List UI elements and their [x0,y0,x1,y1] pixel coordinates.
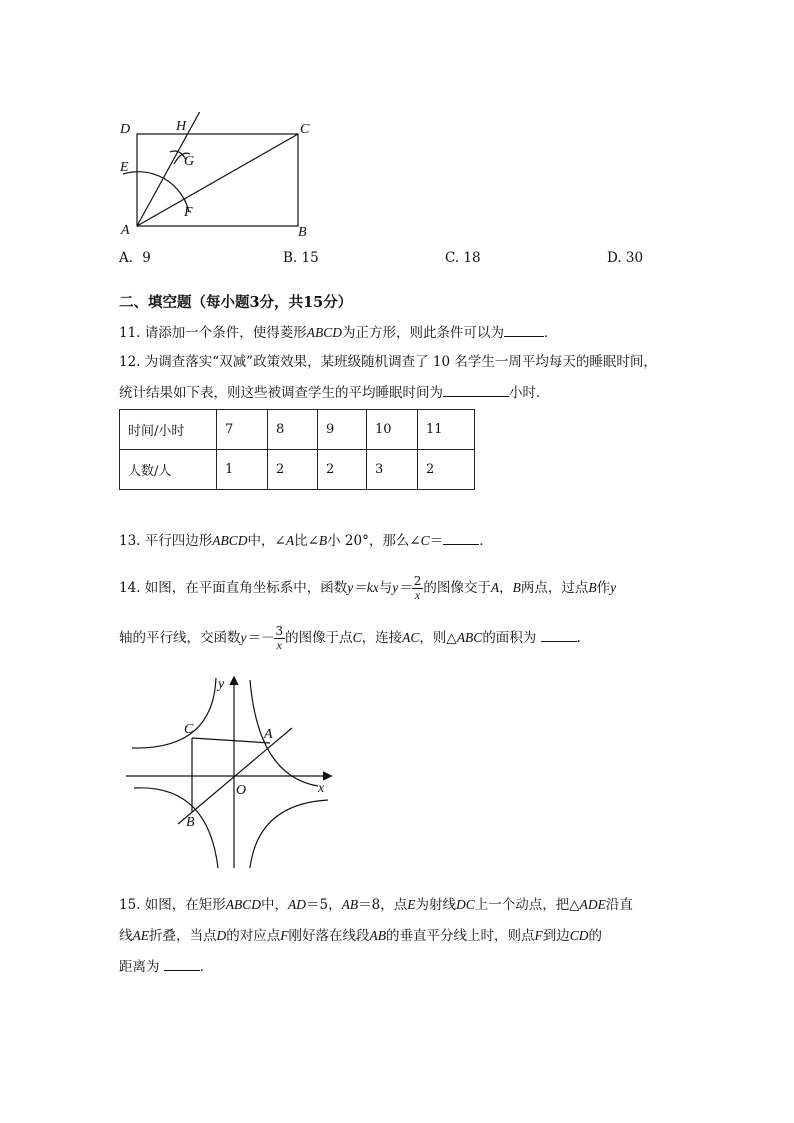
q14-text: 轴的平行线，交函数 [119,630,241,646]
q14-line1 [119,570,616,606]
q10-option-d: D. 30 [607,250,644,266]
q11-answer-blank[interactable] [504,324,544,337]
q15-text: 为射线 [415,897,456,913]
q15-text: 到边 [542,928,570,944]
q15-answer-blank[interactable] [164,958,200,971]
q14-end: ． [576,630,591,646]
segment-ac [192,738,270,743]
q14-y: y＝－ [240,630,274,645]
origin-label: O [236,783,247,798]
q11-end: ． [544,325,558,341]
sleep-table [119,409,475,490]
label-h: H [176,119,187,134]
q14-text: 与 [378,580,393,596]
q10-option-c: C. 18 [445,250,481,266]
section-heading: 二、填空题（每小题3分，共15分） [119,294,353,311]
q14-text: 14. 如图，在平面直角坐标系中，函数 [119,580,348,596]
label-e: E [120,160,129,175]
table-cell: 2 [318,450,367,490]
q13-v1: ABCD [212,533,248,548]
q15-end: ． [199,959,214,975]
q13-v4: C [420,533,430,548]
q14-answer-blank[interactable] [541,629,577,642]
q12-line1: 12. 为调查落实“双减”政策效果，某班级随机调查了 10 名学生一周平均每天的睡眠时间， [119,354,657,370]
q14-text: 的图像于点 [285,630,353,646]
q14-var: A [490,580,500,595]
table-row [120,410,475,450]
fraction-2-over-x [412,575,424,602]
q15-text: 中， [261,897,289,913]
table-cell: 2 [268,450,318,490]
q14-var: C [352,630,362,645]
q14-var: y [610,580,617,595]
q13-pre: 13. 平行四边形 [119,533,213,549]
label-a: A [121,223,130,238]
q13-mid1: 中，∠ [247,533,286,549]
point-label-c: C [184,722,194,737]
q12-answer-blank[interactable] [443,384,509,397]
fraction-denominator: x [276,638,282,652]
q15-var: DC [455,897,475,912]
hyperbola-neg3-over-x-q2 [132,678,216,748]
q10-option-b: B. 15 [283,250,319,266]
q13-v3: B [318,533,328,548]
q15-var: ABCD [225,897,262,912]
axis-label-y: y [218,677,225,692]
q15-text: 15. 如图，在矩形 [119,897,226,913]
fraction-3-over-x [274,625,286,652]
table-row [120,450,475,490]
q11-pre: 11. 请添加一个条件，使得菱形 [119,325,307,341]
q14-func1: y＝kx [347,580,379,595]
q15-var: AB [341,897,359,912]
table-cell: 3 [367,450,418,490]
q15-var: AD [288,897,307,912]
q15-var: CD [569,928,589,943]
label-f: F [184,205,193,220]
hyperbola-2-over-x-q3 [134,788,218,868]
q14-text: 两点，过点 [520,580,589,596]
q15-var: AB [369,928,386,943]
q13-v2: A [285,533,295,548]
point-label-a: A [264,727,273,742]
table-cell: 8 [268,410,318,450]
q15-line2 [119,927,602,945]
table-cell: 10 [367,410,418,450]
q13-end: ． [479,533,493,549]
hyperbola-2-over-x-q1 [250,680,318,786]
diagonal-ac [137,134,298,226]
label-g: G [184,154,195,169]
table-cell: 9 [318,410,367,450]
q14-figure [118,672,338,872]
q15-var: F [280,928,289,943]
q14-text: 的图像交于 [423,580,491,596]
table-cell: 2 [418,450,475,490]
q15-text: 沿直 [605,897,633,913]
q10-option-a: A．9 [119,250,151,266]
q14-text: ，连接 [361,630,403,646]
label-d: D [120,122,131,137]
q14-text: ， [499,580,513,596]
q15-var: E [407,897,416,912]
q14-var: B [512,580,521,595]
table-header-cell: 时间/小时 [120,410,217,450]
q14-y: y＝ [392,580,412,595]
q15-text: 线 [119,928,133,944]
q13-post: ＝ [429,533,444,549]
q14-var: AC [402,630,420,645]
q14-var: B [588,580,597,595]
q15-text: 的对应点 [226,928,281,944]
q15-text: ＝5， [306,897,342,913]
q15-text: 的 [588,928,603,944]
q12-line2-post: 小时． [509,385,550,401]
point-label-b: B [186,815,195,830]
q15-text: 距离为 [119,959,160,975]
q14-text: 的面积为 [482,630,537,646]
q10-figure [112,112,332,240]
q13-answer-blank[interactable] [443,532,479,545]
q15-var: ADE [579,897,606,912]
q15-var: AE [132,928,149,943]
hyperbola-neg3-over-x-q4 [250,800,328,868]
q15-var: D [216,928,227,943]
q15-text: 刚好落在线段 [288,928,370,944]
label-c: C [300,122,310,137]
q15-text: 折叠，当点 [149,928,217,944]
q11 [119,324,558,342]
q12-line2-pre: 统计结果如下表，则这些被调查学生的平均睡眠时间为 [119,385,443,401]
q14-text: 作 [596,580,611,596]
table-cell: 11 [418,410,475,450]
q14-line2 [119,620,590,656]
table-header-cell: 人数/人 [120,450,217,490]
fraction-numerator: 2 [413,574,422,588]
ray-ah [137,112,204,226]
q13-mid3: 小 20°，那么∠ [327,533,421,549]
q15-line3 [119,958,213,976]
q14-text: ，则△ [419,630,457,646]
axis-label-x: x [318,781,325,796]
q15-text: ＝8，点 [358,897,408,913]
fraction-numerator: 3 [275,624,284,638]
q15-text: 的垂直平分线上时，则点 [386,928,535,944]
table-cell: 1 [217,450,268,490]
label-b: B [298,225,307,240]
q13-mid2: 比∠ [294,533,319,549]
fraction-denominator: x [414,588,421,602]
q11-var: ABCD [306,325,343,340]
q11-post: 为正方形，则此条件可以为 [342,325,505,341]
q13 [119,532,493,550]
table-cell: 7 [217,410,268,450]
q15-line1 [119,896,633,914]
q15-var: F [534,928,543,943]
q12-line2 [119,384,550,402]
q14-var: ABC [456,630,483,645]
q15-text: 上一个动点，把△ [474,897,580,913]
